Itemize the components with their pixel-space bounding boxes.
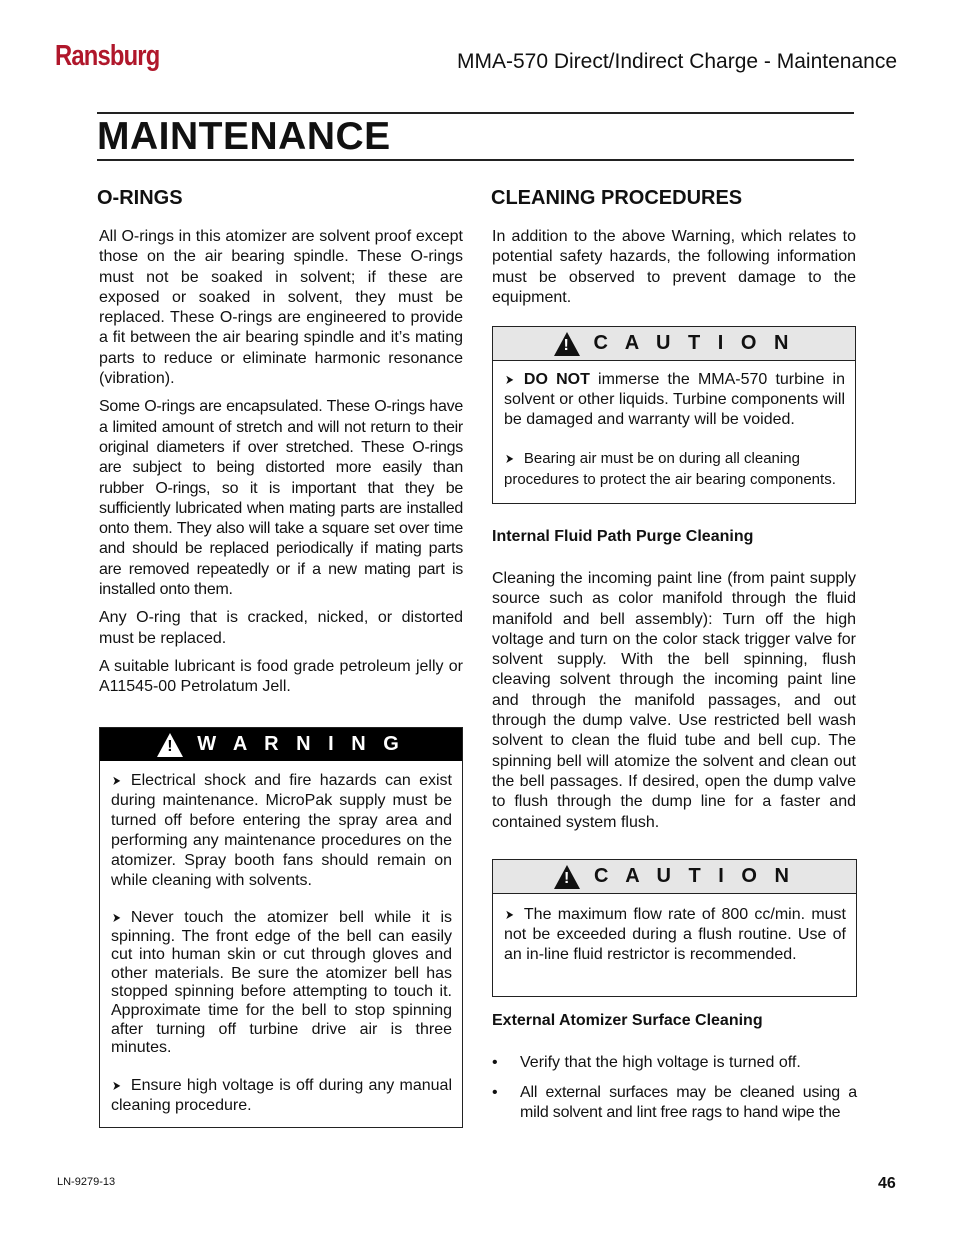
caution-body — [493, 361, 855, 498]
heading-rule-bottom — [97, 159, 854, 161]
arrow-icon: ➤ — [505, 372, 514, 387]
bullet-icon: • — [492, 1054, 498, 1071]
caution-header — [493, 327, 855, 361]
caution-header — [493, 860, 856, 894]
heading-rule-top — [97, 112, 854, 114]
page-number: 46 — [878, 1175, 896, 1192]
cleaning-heading: CLEANING PROCEDURES — [491, 187, 743, 209]
list-item: • Verify that the high voltage is turned off. — [492, 1054, 801, 1071]
document-title: MMA-570 Direct/Indirect Charge - Maintenance — [456, 50, 897, 73]
arrow-icon: ➤ — [112, 910, 121, 925]
orings-paragraph-2: Some O-rings are encapsulated. These O-rings have a limited amount of stretch and will not return to their original diameters if over stretched. These O-rings are subject to being distorted more easily than rubber O-rings, so it is important that they be sufficiently lubricated when mating parts are installed onto them. They also will take a square set over time and should be replaced periodically if mating parts are removed repeatedly or if a new mating part is installed onto them. — [99, 398, 463, 599]
caution-triangle-icon: ! — [554, 865, 580, 889]
warning-box — [99, 727, 463, 1128]
warning-body — [100, 761, 462, 1124]
warning-triangle-icon: ! — [157, 733, 183, 757]
caution-item: ➤ The maximum flow rate of 800 cc/min. must not be exceeded during a flush routine. Use of an in-line fluid restrictor is recommended. — [504, 906, 846, 963]
warning-item: ➤ Ensure high voltage is off during any manual cleaning procedure. — [111, 1076, 452, 1114]
brand-logo: Ransburg — [55, 40, 160, 72]
page-title: MAINTENANCE — [97, 115, 391, 158]
caution-title: C A U T I O N — [594, 865, 795, 887]
list-item: • All external surfaces may be cleaned using a mild solvent and lint free rags to hand wipe the — [492, 1084, 857, 1121]
warning-item: ➤ Never touch the atomizer bell while it is spinning. The front edge of the bell can easily cut into human skin or cut through gloves and other materials. Be sure the atomizer bell has stopped spinning before attempting to touch it. Approximate time for the bell to stop spinning after turning off turbine drive air is three minutes. — [111, 909, 452, 1057]
caution-triangle-icon: ! — [554, 332, 580, 356]
caution-item: ➤ Bearing air must be on during all cleaning procedures to protect the air bearing components. — [504, 450, 836, 488]
orings-heading: O-RINGS — [97, 187, 183, 209]
caution-title: C A U T I O N — [593, 332, 795, 354]
arrow-icon: ➤ — [505, 451, 514, 466]
orings-paragraph-3: Any O-ring that is cracked, nicked, or distorted must be replaced. — [99, 609, 463, 647]
caution-item: ➤ DO NOT immerse the MMA-570 turbine in solvent or other liquids. Turbine components will be damaged and warranty will be voided. — [504, 371, 846, 428]
cleaning-intro: In addition to the above Warning, which relates to potential safety hazards, the following information must be observed to prevent damage to the equipment. — [492, 228, 856, 306]
caution-box-2 — [492, 859, 857, 997]
document-number: LN-9279-13 — [57, 1176, 116, 1188]
internal-cleaning-heading: Internal Fluid Path Purge Cleaning — [492, 528, 754, 545]
arrow-icon: ➤ — [112, 1077, 121, 1093]
warning-item: ➤ Electrical shock and fire hazards can exist during maintenance. MicroPak supply must be turned off before entering the spray area and performing any maintenance procedures on the atomizer. Spray booth fans should remain on while cleaning with solvents. — [111, 772, 452, 889]
external-cleaning-heading: External Atomizer Surface Cleaning — [492, 1012, 763, 1029]
orings-body — [99, 227, 463, 706]
orings-paragraph-1: All O-rings in this atomizer are solvent proof except those on the air bearing spindle. These O-rings must not be soaked in solvent; if these are exposed or soaked in solvent, they must be replaced. These O-rings are engineered to provide a fit between the air bearing spindle and it’s mating parts to reduce or eliminate harmonic resonance (vibration). — [99, 228, 463, 388]
caution-body — [493, 894, 856, 973]
bullet-icon: • — [492, 1084, 498, 1101]
warning-title: W A R N I N G — [197, 733, 405, 755]
arrow-icon: ➤ — [112, 773, 121, 788]
external-cleaning-list — [492, 1053, 857, 1133]
caution-box-1 — [492, 326, 856, 504]
arrow-icon: ➤ — [505, 907, 514, 922]
internal-cleaning-text: Cleaning the incoming paint line (from paint supply source such as color manifold through the fluid manifold and bell assembly): Turn off the high voltage and turn on the color stack trigger valve for solvent supply. With the bell spinning, flush cleaving solvent through the incoming paint line and through the manifold passages, and out through the dump valve. Use restricted bell wash solvent to clean the fluid tube and bell cup. The spinning bell will atomize the solvent and clean out the bell passages. If desired, open the dump valve to flush through the dump line for a faster and contained system flush. — [492, 570, 856, 831]
warning-header — [100, 728, 462, 761]
orings-paragraph-4: A suitable lubricant is food grade petroleum jelly or A11545-00 Petrolatum Jell. — [99, 657, 463, 696]
